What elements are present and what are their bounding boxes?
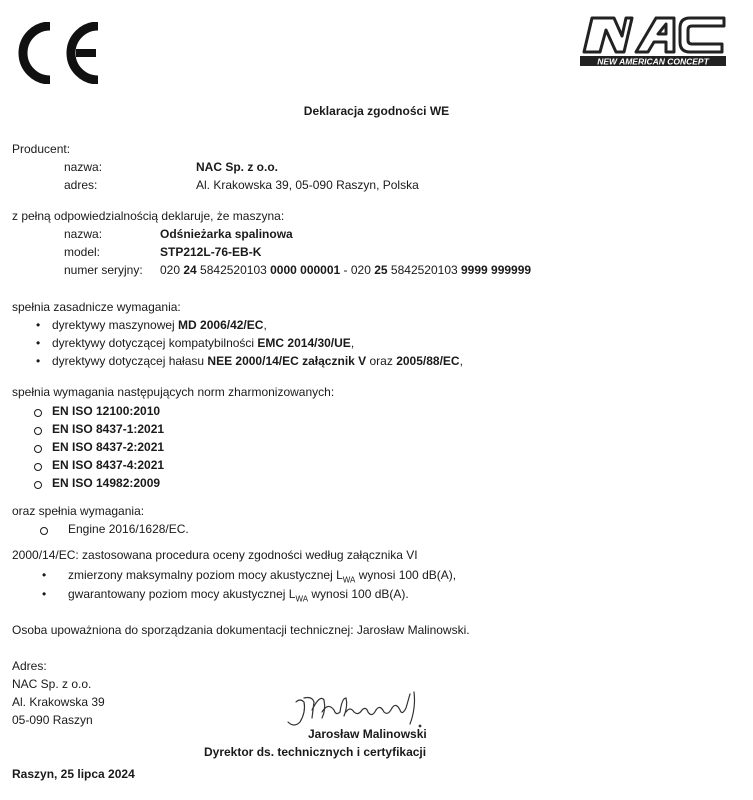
requirements-heading: spełnia zasadnicze wymagania: bbox=[12, 300, 181, 314]
also-item: Engine 2016/1628/EC. bbox=[68, 522, 189, 536]
machine-heading: z pełną odpowiedzialnością deklaruje, że maszyna: bbox=[12, 209, 285, 223]
producer-address-label: adres: bbox=[64, 178, 98, 192]
nac-tagline: NEW AMERICAN CONCEPT bbox=[597, 56, 709, 67]
norms-heading: spełnia wymagania następujących norm zharmonizowanych: bbox=[12, 385, 335, 399]
authorized-person: Osoba upoważniona do sporządzania dokumentacji technicznej: Jarosław Malinowski. bbox=[12, 623, 470, 637]
circle-bullet-icon bbox=[34, 481, 42, 489]
producer-name-value: NAC Sp. z o.o. bbox=[196, 160, 278, 174]
ce-mark-logo bbox=[16, 22, 106, 84]
bullet-icon: • bbox=[42, 568, 47, 582]
circle-bullet-icon bbox=[34, 445, 42, 453]
address-heading: Adres: bbox=[12, 659, 47, 673]
norm-item: EN ISO 12100:2010 bbox=[52, 404, 161, 418]
signatory-name: Jarosław Malinowski bbox=[308, 727, 427, 741]
also-heading: oraz spełnia wymagania: bbox=[12, 504, 145, 518]
machine-name-value: Odśnieżarka spalinowa bbox=[160, 227, 293, 241]
circle-bullet-icon bbox=[34, 409, 42, 417]
address-line: NAC Sp. z o.o. bbox=[12, 677, 92, 691]
bullet-icon: • bbox=[36, 318, 41, 332]
producer-heading: Producent: bbox=[12, 142, 71, 156]
requirement-item: dyrektywy maszynowej MD 2006/42/EC, bbox=[52, 318, 267, 332]
circle-bullet-icon bbox=[34, 427, 42, 435]
handwritten-signature bbox=[282, 688, 432, 730]
machine-model-value: STP212L-76-EB-K bbox=[160, 245, 262, 259]
norm-item: EN ISO 14982:2009 bbox=[52, 476, 161, 490]
producer-address-value: Al. Krakowska 39, 05-090 Raszyn, Polska bbox=[196, 178, 419, 192]
requirement-item: dyrektywy dotyczącej kompatybilności EMC 2014/30/UE, bbox=[52, 336, 355, 350]
machine-serial-value: 020 24 5842520103 0000 000001 - 020 25 5842520103 9999 999999 bbox=[160, 263, 532, 277]
bullet-icon: • bbox=[36, 336, 41, 350]
signatory-title: Dyrektor ds. technicznych i certyfikacji bbox=[204, 745, 427, 759]
producer-name-label: nazwa: bbox=[64, 160, 103, 174]
address-line: 05-090 Raszyn bbox=[12, 713, 93, 727]
noise-item: zmierzony maksymalny poziom mocy akustycznej $L_{WA}$ wynosi 100 dB(A), bbox=[68, 568, 457, 585]
noise-heading: 2000/14/EC: zastosowana procedura oceny zgodności według załącznika VI bbox=[12, 548, 418, 562]
noise-item: gwarantowany poziom mocy akustycznej $L_{WA}$ wynosi 100 dB(A). bbox=[68, 587, 409, 604]
machine-name-label: nazwa: bbox=[64, 227, 103, 241]
norm-item: EN ISO 8437-2:2021 bbox=[52, 440, 165, 454]
bullet-icon: • bbox=[36, 354, 41, 368]
circle-bullet-icon bbox=[40, 527, 48, 535]
bullet-icon: • bbox=[42, 587, 47, 601]
circle-bullet-icon bbox=[34, 463, 42, 471]
norm-item: EN ISO 8437-1:2021 bbox=[52, 422, 165, 436]
place-date: Raszyn, 25 lipca 2024 bbox=[12, 767, 135, 781]
requirement-item: dyrektywy dotyczącej hałasu NEE 2000/14/EC załącznik V oraz 2005/88/EC, bbox=[52, 354, 463, 368]
nac-logo bbox=[578, 12, 728, 68]
machine-serial-label: numer seryjny: bbox=[64, 263, 143, 277]
document-title: Deklaracja zgodności WE bbox=[303, 104, 450, 118]
address-line: Al. Krakowska 39 bbox=[12, 695, 105, 709]
norm-item: EN ISO 8437-4:2021 bbox=[52, 458, 165, 472]
machine-model-label: model: bbox=[64, 245, 101, 259]
